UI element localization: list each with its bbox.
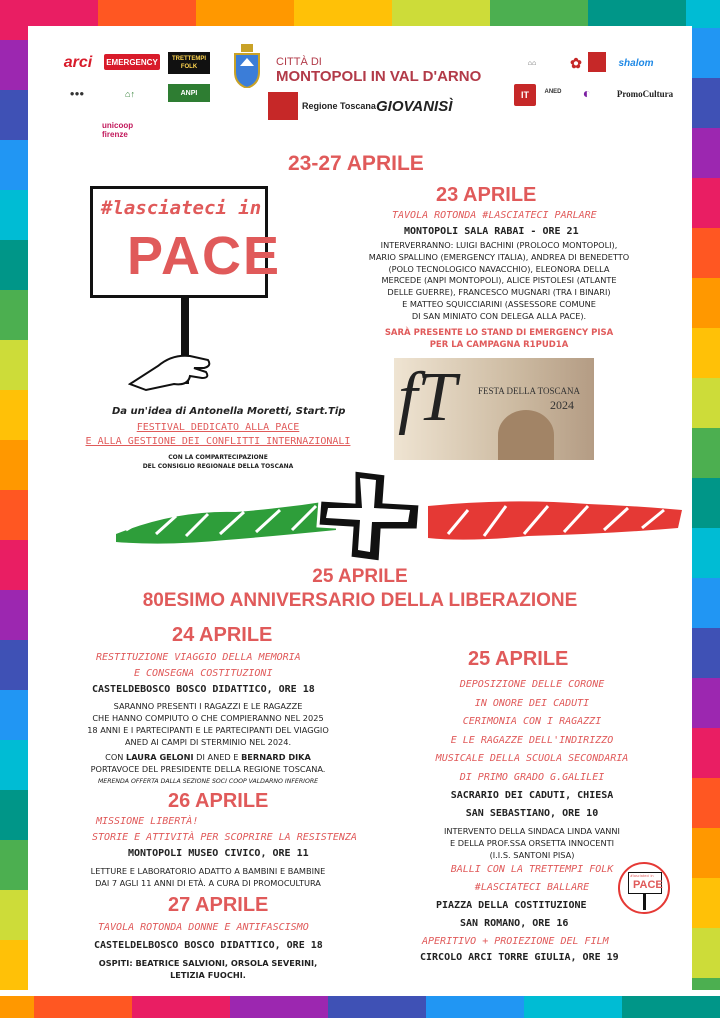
day27-event: TAVOLA ROTONDA DONNE E ANTIFASCISMO — [98, 922, 309, 933]
with-name-2: BERNARD DIKA — [241, 752, 311, 762]
frame-block — [692, 78, 720, 128]
frame-block — [692, 878, 720, 928]
frame-block — [230, 996, 328, 1018]
event-line: IN ONORE DEI CADUTI — [474, 697, 590, 709]
trettempi-logo: TRETTEMPI FOLK — [168, 52, 210, 74]
frame-block — [0, 590, 28, 640]
day24-title: 24 APRILE — [172, 624, 273, 646]
frame-block — [294, 0, 392, 28]
day23-place: MONTOPOLI SALA RABAI - ORE 21 — [404, 226, 579, 237]
text-line: 18 ANNI E I PARTECIPANTI E LE PARTECIPANTI DEL VIAGGIO — [87, 725, 329, 735]
text-line: SARANNO PRESENTI I RAGAZZI E LE RAGAZZE — [113, 701, 303, 711]
liberation-line-1: 25 APRILE — [312, 566, 408, 587]
frame-block — [34, 996, 132, 1018]
gear-logo: ✿ — [570, 54, 582, 71]
day24-with — [58, 752, 358, 762]
frame-block — [692, 478, 720, 528]
with-pre: CON — [105, 752, 126, 762]
speaker-line: DELLE GUERRE), FRANCESCO MUGNARI (TRA I BINARI) — [387, 287, 611, 298]
day25-piazza-1: PIAZZA DELLA COSTITUZIONE — [436, 900, 587, 911]
day26-text-1: LETTURE E LABORATORIO ADATTO A BAMBINI E BAMBINE — [90, 866, 326, 876]
frame-block — [686, 0, 720, 28]
festa-letters: fT — [398, 359, 457, 436]
frame-block — [0, 940, 28, 990]
day24-event-1: RESTITUZIONE VIAGGIO DELLA MEMORIA — [96, 652, 301, 663]
event-line: DEPOSIZIONE DELLE CORONE — [459, 679, 605, 690]
day25-intervento-1: INTERVENTO DELLA SINDACA LINDA VANNI — [444, 826, 620, 836]
day25-title: 25 APRILE — [468, 648, 569, 670]
day25-circolo: CIRCOLO ARCI TORRE GIULIA, ORE 19 — [420, 952, 619, 963]
day26-event-1: MISSIONE LIBERTÀ! — [96, 816, 199, 827]
day25-intervento-2: E DELLA PROF.SSA ORSETTA INNOCENTI — [449, 838, 615, 848]
day26-place: MONTOPOLI MUSEO CIVICO, ORE 11 — [128, 848, 309, 859]
frame-block — [692, 828, 720, 878]
portrait-face — [498, 410, 554, 460]
frame-block — [692, 428, 720, 478]
with-name-1: LAURA GELONI — [126, 752, 194, 762]
frame-block — [692, 528, 720, 578]
day26-event-2: STORIE E ATTIVITÀ PER SCOPRIRE LA RESISTENZA — [92, 832, 357, 843]
frame-block — [0, 640, 28, 690]
frame-block — [0, 790, 28, 840]
frame-block — [692, 228, 720, 278]
arci-logo: arci — [63, 54, 93, 71]
pace-sign — [90, 186, 282, 298]
text-line: ANED AI CAMPI DI STERMINIO NEL 2024. — [124, 737, 292, 747]
startip-logo: ⌂↑ — [125, 89, 135, 99]
day24-merenda: MERENDA OFFERTA DALLA SEZIONE SOCI COOP VALDARNO INFERIORE — [97, 778, 319, 785]
day24-event-2: E CONSEGNA COSTITUZIONI — [134, 668, 273, 679]
frame-block — [692, 678, 720, 728]
event-line: MUSICALE DELLA SCUOLA SECONDARIA — [435, 753, 629, 764]
frame-block — [692, 728, 720, 778]
event-line: CERIMONIA CON I RAGAZZI — [462, 716, 602, 727]
frame-block — [692, 978, 720, 990]
speaker-line: (POLO TECNOLOGICO NAVACCHIO), ELEONORA DELLA — [388, 263, 610, 274]
anpi-logo: ANPI — [168, 84, 210, 102]
text-line: CHE HANNO COMPIUTO O CHE COMPIERANNO NEL 2025 — [92, 713, 324, 723]
unicoop-logo: unicoop firenze — [102, 121, 134, 139]
frame-block — [0, 0, 98, 28]
frame-block — [392, 0, 490, 28]
day25-balli-2: #LASCIATECI BALLARE — [474, 882, 590, 893]
regione-toscana-logo — [268, 92, 298, 120]
frame-block — [328, 996, 426, 1018]
aned-label: ANED — [544, 89, 562, 95]
day24-text — [58, 700, 358, 748]
frame-block — [588, 0, 686, 28]
frame-block — [196, 0, 294, 28]
day26-title: 26 APRILE — [168, 790, 269, 812]
frame-block — [0, 390, 28, 440]
frame-block — [692, 328, 720, 378]
frame-block — [132, 996, 230, 1018]
day24-place: CASTELDEBOSCO BOSCO DIDATTICO, ORE 18 — [92, 684, 315, 695]
speaker-line: INTERVERRANNO: LUIGI BACHINI (PROLOCO MONTOPOLI), — [380, 240, 618, 250]
aned-logo: IT — [514, 84, 536, 106]
plus-cross-icon — [314, 468, 424, 568]
coat-of-arms-icon — [232, 44, 262, 88]
frame-block — [0, 490, 28, 540]
frame-block — [524, 996, 622, 1018]
frame-block — [0, 290, 28, 340]
dates-banner: 23-27 APRILE — [288, 152, 424, 175]
poster-sheet — [28, 26, 692, 996]
frame-block — [490, 0, 588, 28]
frame-block — [0, 28, 28, 40]
day23-event: TAVOLA ROTONDA #LASCIATECI PARLARE — [392, 210, 597, 221]
promocultura-logo: PromoCultura — [616, 89, 674, 99]
colorful-logo: ◐ — [582, 85, 592, 101]
festa-label: FESTA DELLA TOSCANA — [478, 386, 580, 396]
day25-event — [400, 676, 664, 787]
copart-line-2: DEL CONSIGLIO REGIONALE DELLA TOSCANA — [142, 463, 294, 470]
day25-place-1: SACRARIO DEI CADUTI, CHIESA — [450, 790, 614, 801]
frame-block — [0, 90, 28, 140]
festival-line-2: E ALLA GESTIONE DEI CONFLITTI INTERNAZIONALI — [85, 436, 351, 447]
montopoli-small-logo: ⌂⌂ — [527, 59, 537, 67]
speaker-line: MARIO SPALLINO (EMERGENCY ITALIA), ANDREA DI BENEDETTO — [368, 251, 630, 262]
sign-hashtag: #lasciateci in — [101, 197, 262, 219]
day27-guests-2: LETIZIA FUOCHI. — [170, 970, 246, 980]
day27-guests-1: OSPITI: BEATRICE SALVIONI, ORSOLA SEVERINI, — [98, 958, 318, 968]
frame-block — [0, 890, 28, 940]
badge-hashtag: #lasciateci in — [630, 874, 654, 878]
day23-speakers — [334, 240, 664, 323]
liberation-line-2: 80ESIMO ANNIVERSARIO DELLA LIBERAZIONE — [142, 590, 578, 611]
day25-aperitivo: APERITIVO + PROIEZIONE DEL FILM — [422, 936, 609, 947]
festa-year: 2024 — [550, 398, 574, 412]
frame-block — [0, 740, 28, 790]
frame-block — [692, 178, 720, 228]
badge-pole — [643, 894, 646, 910]
day25-intervento-3: (I.I.S. SANTONI PISA) — [489, 850, 575, 860]
red-brushstroke — [428, 490, 682, 554]
day26-text-2: DAI 7 AGLI 11 ANNI DI ETÀ. A CURA DI PROMOCULTURA — [95, 878, 321, 888]
badge-sign — [628, 872, 662, 894]
frame-block — [426, 996, 524, 1018]
green-brushstroke — [116, 490, 336, 554]
credit-line: Da un'idea di Antonella Moretti, Start.Tip — [112, 406, 346, 417]
speaker-line: E MATTEO SQUICCIARINI (ASSESSORE COMUNE — [402, 298, 596, 309]
frame-block — [692, 928, 720, 978]
frame-block — [692, 628, 720, 678]
frame-block — [692, 578, 720, 628]
day23-stand-1: SARÀ PRESENTE LO STAND DI EMERGENCY PISA — [384, 328, 614, 338]
frame-block — [692, 28, 720, 78]
copart-line-1: CON LA COMPARTECIPAZIONE — [168, 454, 268, 461]
city-name: MONTOPOLI IN VAL D'ARNO — [276, 68, 482, 85]
frame-block — [98, 0, 196, 28]
frame-block — [692, 378, 720, 428]
frame-block — [0, 440, 28, 490]
event-line: E LE RAGAZZE DELL'INDIRIZZO — [450, 734, 614, 746]
frame-block — [622, 996, 720, 1018]
day24-with-2: PORTAVOCE DEL PRESIDENTE DELLA REGIONE TOSCANA. — [90, 764, 326, 774]
day25-place-2: SAN SEBASTIANO, ORE 10 — [465, 808, 599, 819]
regione-toscana-label: Regione Toscana — [302, 101, 376, 111]
frame-block — [0, 340, 28, 390]
day25-piazza-2: SAN ROMANO, ORE 16 — [460, 918, 569, 929]
frame-block — [0, 540, 28, 590]
frame-block — [0, 190, 28, 240]
frame-block — [0, 240, 28, 290]
festa-toscana-image — [394, 358, 594, 460]
event-line: DI PRIMO GRADO G.GALILEI — [459, 771, 605, 783]
day23-title: 23 APRILE — [436, 184, 537, 206]
sunflower-logo — [588, 52, 606, 72]
pace-badge — [618, 862, 670, 914]
frame-block — [692, 278, 720, 328]
speaker-line: DI SAN MINIATO CON DELEGA ALLA PACE). — [411, 310, 587, 321]
speaker-line: MERCEDE (ANPI MONTOPOLI), ALICE PISTOLESI (ATLANTE — [381, 275, 617, 286]
city-label: CITTÀ DI — [276, 56, 322, 68]
frame-block — [0, 690, 28, 740]
frame-block — [0, 996, 34, 1018]
frame-block — [692, 128, 720, 178]
day25-balli-1: BALLI CON LA TRETTEMPI FOLK — [450, 864, 614, 875]
emergency-logo: EMERGENCY — [104, 54, 160, 70]
small-logo-a: ●●● — [69, 88, 85, 98]
frame-block — [0, 840, 28, 890]
giovanisi-logo: GIOVANISÌ — [376, 98, 453, 115]
sign-word: PACE — [127, 226, 282, 286]
badge-word: PACE — [633, 879, 663, 891]
day27-place: CASTELDELBOSCO BOSCO DIDATTICO, ORE 18 — [94, 940, 323, 951]
hand-icon — [128, 336, 214, 396]
day27-title: 27 APRILE — [168, 894, 269, 916]
with-mid: DI ANED E — [193, 752, 242, 762]
frame-block — [692, 778, 720, 828]
day23-stand-2: PER LA CAMPAGNA R1PUD1A — [429, 340, 569, 350]
shalom-logo: shalom — [618, 57, 654, 69]
frame-block — [0, 40, 28, 90]
frame-block — [0, 140, 28, 190]
festival-line-1: FESTIVAL DEDICATO ALLA PACE — [136, 422, 300, 433]
